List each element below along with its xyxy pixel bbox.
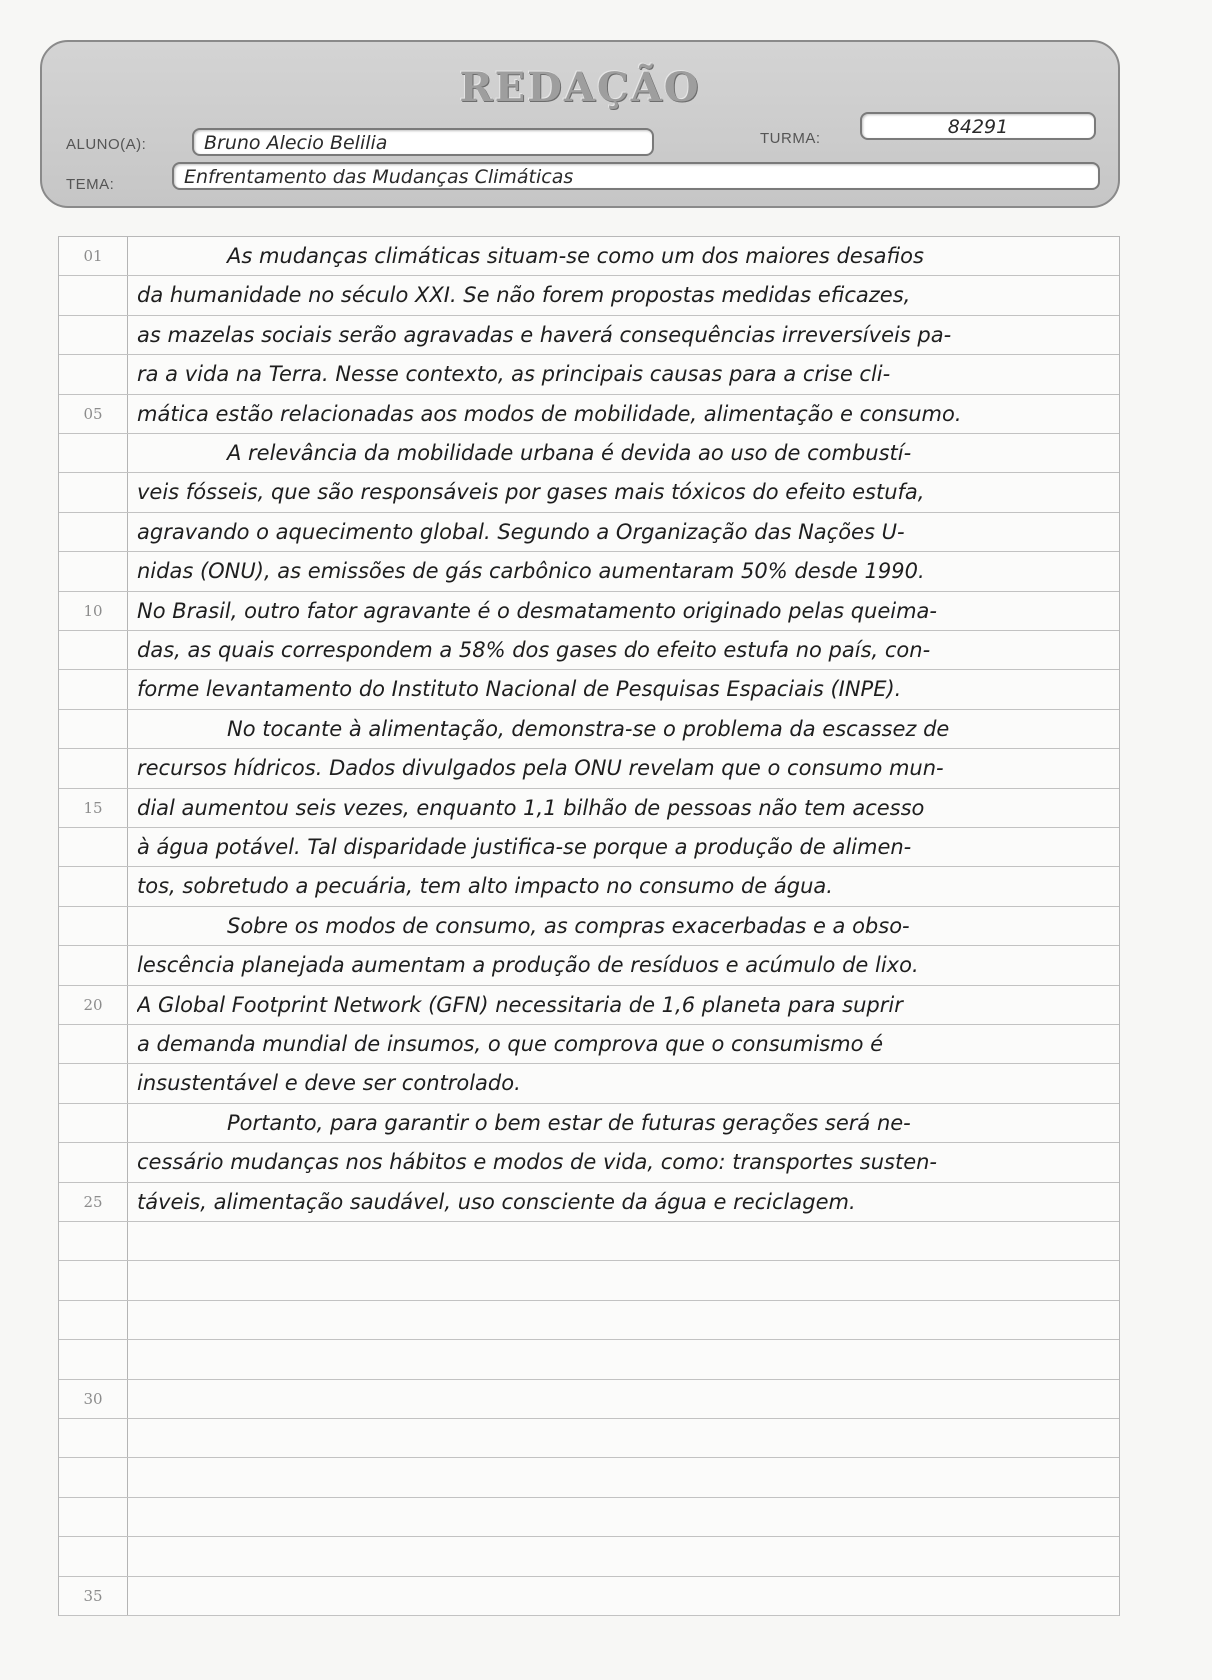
line-text: dial aumentou seis vezes, enquanto 1,1 bilhão de pessoas não tem acesso — [137, 795, 925, 820]
essay-line — [59, 1380, 1119, 1419]
line-text: da humanidade no século XXI. Se não forem propostas medidas eficazes, — [137, 283, 911, 308]
line-text: insustentável e deve ser controlado. — [137, 1071, 521, 1096]
essay-line — [59, 986, 1119, 1025]
class-label: TURMA: — [760, 130, 821, 147]
line-text: No Brasil, outro fator agravante é o desmatamento originado pelas queima- — [137, 598, 937, 623]
line-text: A Global Footprint Network (GFN) necessitaria de 1,6 planeta para suprir — [137, 992, 903, 1017]
line-text: A relevância da mobilidade urbana é devida ao uso de combustí- — [227, 441, 912, 465]
student-label: ALUNO(A): — [66, 136, 147, 153]
page-title: REDAÇÃO — [459, 64, 701, 111]
essay-line — [59, 1064, 1119, 1103]
essay-line — [59, 552, 1119, 591]
essay-line — [59, 710, 1119, 749]
essay-header — [40, 40, 1120, 208]
essay-line — [59, 276, 1119, 315]
essay-line — [59, 513, 1119, 552]
essay-line — [59, 473, 1119, 512]
essay-line — [59, 1261, 1119, 1300]
essay-line — [59, 592, 1119, 631]
essay-line — [59, 1419, 1119, 1458]
line-number: 20 — [83, 995, 103, 1014]
student-name-field: Bruno Alecio Belilia — [192, 128, 654, 156]
line-number: 15 — [83, 798, 103, 817]
essay-line — [59, 1183, 1119, 1222]
essay-line — [59, 1537, 1119, 1576]
line-text: mática estão relacionadas aos modos de mobilidade, alimentação e consumo. — [137, 401, 962, 426]
essay-line — [59, 1577, 1119, 1616]
line-number: 01 — [83, 247, 103, 265]
line-text: No tocante à alimentação, demonstra-se o problema da escassez de — [227, 716, 950, 741]
line-text: forme levantamento do Instituto Nacional de Pesquisas Espaciais (INPE). — [137, 677, 902, 702]
essay-line — [59, 1222, 1119, 1261]
essay-line — [59, 355, 1119, 394]
essay-line — [59, 316, 1119, 355]
essay-line — [59, 670, 1119, 709]
line-text: ra a vida na Terra. Nesse contexto, as principais causas para a crise cli- — [137, 362, 891, 387]
essay-line — [59, 1498, 1119, 1537]
essay-line — [59, 907, 1119, 946]
line-text: Sobre os modos de consumo, as compras exacerbadas e a obso- — [227, 913, 910, 938]
line-text: as mazelas sociais serão agravadas e haverá consequências irreversíveis pa- — [137, 322, 952, 347]
theme-field: Enfrentamento das Mudanças Climáticas — [172, 162, 1100, 190]
essay-line — [59, 1458, 1119, 1497]
essay-line — [59, 867, 1119, 906]
line-text: nidas (ONU), as emissões de gás carbônico aumentaram 50% desde 1990. — [137, 559, 925, 584]
line-text: recursos hídricos. Dados divulgados pela ONU revelam que o consumo mun- — [137, 756, 944, 781]
essay-line — [59, 1104, 1119, 1143]
line-text: As mudanças climáticas situam-se como um dos maiores desafios — [227, 244, 924, 268]
line-text: cessário mudanças nos hábitos e modos de vida, como: transportes susten- — [137, 1150, 938, 1175]
essay-line — [59, 1025, 1119, 1064]
line-text: Portanto, para garantir o bem estar de futuras gerações será ne- — [227, 1110, 911, 1135]
essay-line — [59, 1301, 1119, 1340]
essay-line — [59, 749, 1119, 788]
theme-label: TEMA: — [66, 176, 115, 193]
line-text: à água potável. Tal disparidade justifica-se porque a produção de alimen- — [137, 835, 912, 859]
line-text: agravando o aquecimento global. Segundo a Organização das Nações U- — [137, 519, 905, 544]
essay-line — [59, 1340, 1119, 1379]
line-text: a demanda mundial de insumos, o que comprova que o consumismo é — [137, 1032, 884, 1056]
line-number: 25 — [83, 1192, 103, 1211]
line-text: veis fósseis, que são responsáveis por gases mais tóxicos do efeito estufa, — [137, 480, 925, 505]
essay-line — [59, 237, 1119, 276]
line-number: 30 — [83, 1389, 103, 1408]
line-text: táveis, alimentação saudável, uso consciente da água e reciclagem. — [137, 1189, 856, 1214]
class-field: 84291 — [860, 112, 1096, 140]
line-number: 35 — [83, 1586, 103, 1605]
essay-line — [59, 789, 1119, 828]
essay-line — [59, 828, 1119, 867]
line-text: lescência planejada aumentam a produção de resíduos e acúmulo de lixo. — [137, 953, 919, 978]
line-text: tos, sobretudo a pecuária, tem alto impacto no consumo de água. — [137, 874, 833, 899]
essay-line — [59, 1143, 1119, 1182]
essay-line — [59, 631, 1119, 670]
line-number: 10 — [83, 601, 103, 620]
essay-line — [59, 395, 1119, 434]
essay-sheet — [58, 236, 1120, 1616]
essay-line — [59, 946, 1119, 985]
line-number: 05 — [83, 404, 103, 423]
line-text: das, as quais correspondem a 58% dos gases do efeito estufa no país, con- — [137, 638, 931, 662]
essay-line — [59, 434, 1119, 473]
